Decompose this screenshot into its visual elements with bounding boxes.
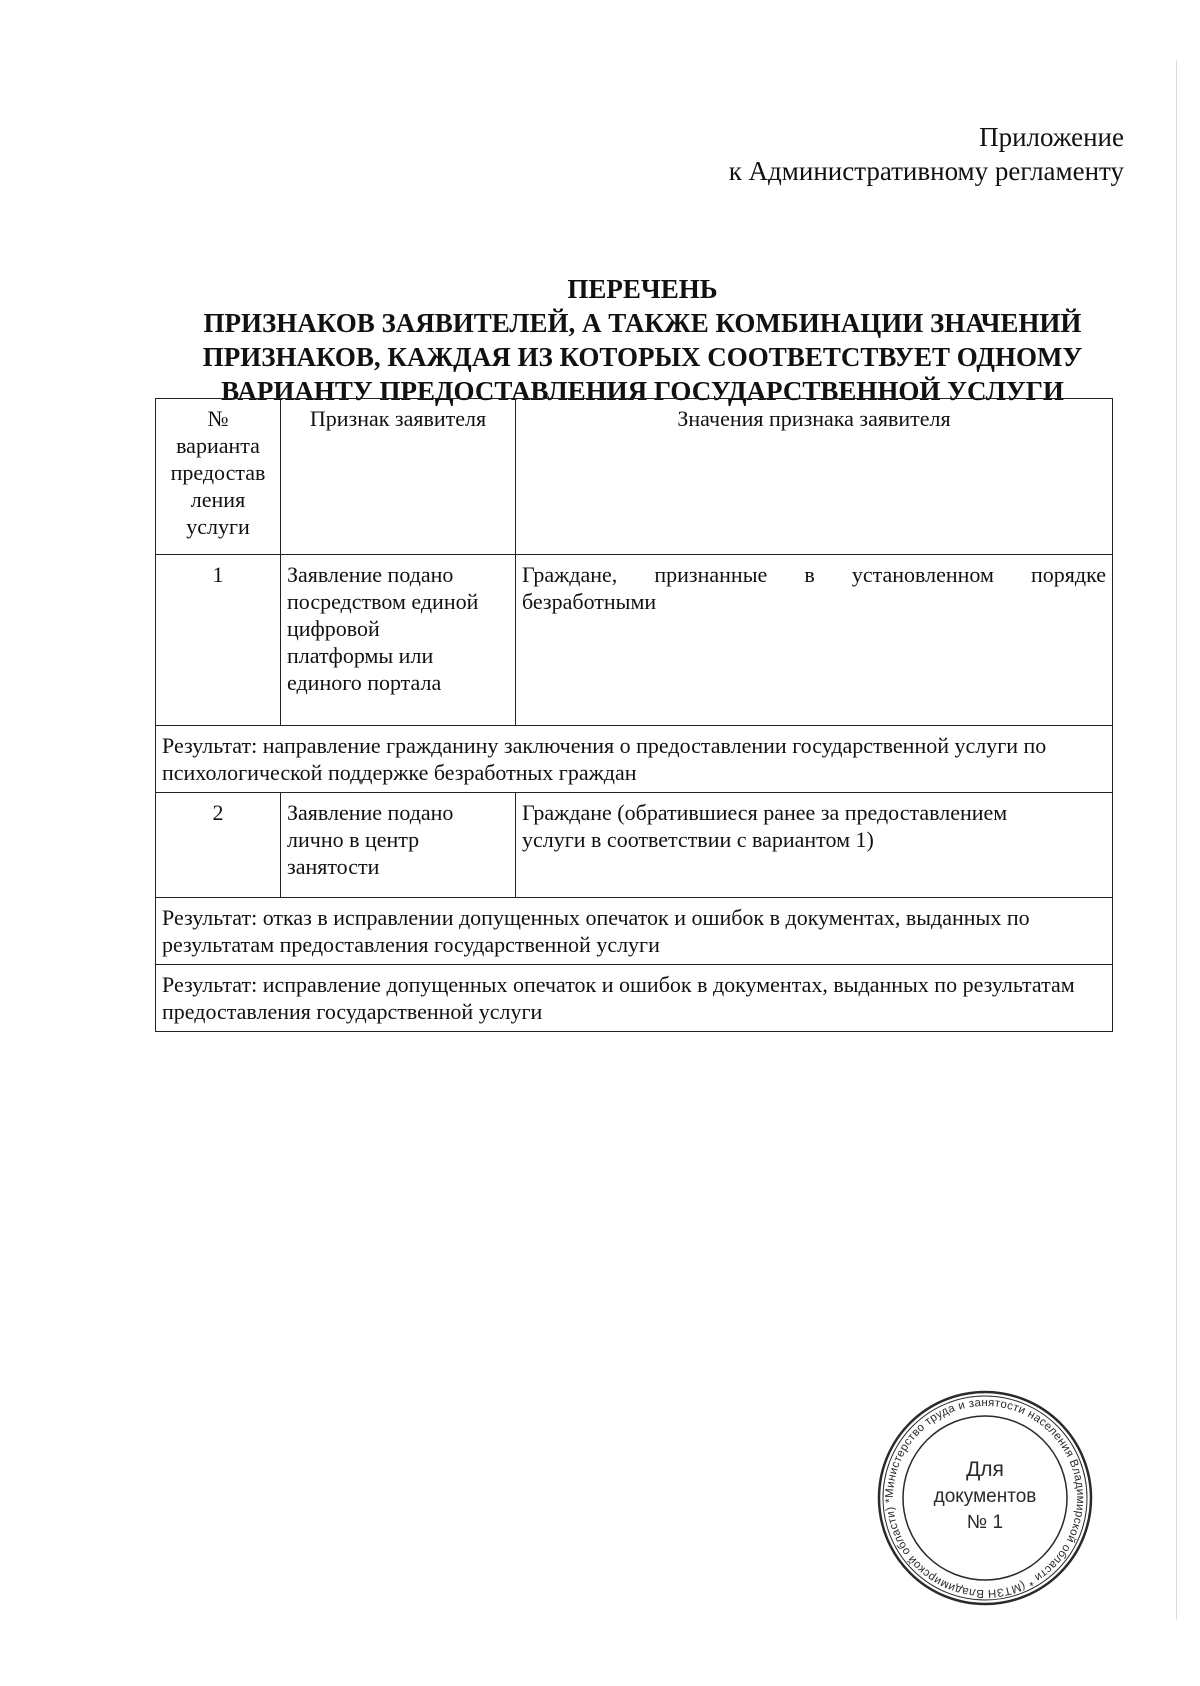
appendix-line-1: Приложение <box>979 122 1124 152</box>
value-line: Граждане (обратившиеся ранее за предоставлением <box>522 800 1008 825</box>
appendix-line-2: к Административному регламенту <box>728 156 1124 186</box>
header-num-line: услуги <box>186 514 250 539</box>
stamp-center-line-2: документов <box>933 1486 1037 1507</box>
trait-line: платформы или <box>287 643 434 668</box>
title-line-1: ПЕРЕЧЕНЬ <box>567 274 718 304</box>
title-line-2: ПРИЗНАКОВ ЗАЯВИТЕЛЕЙ, А ТАКЖЕ КОМБИНАЦИИ ЗНАЧЕНИЙ <box>203 308 1082 338</box>
table-header-row <box>156 399 1113 555</box>
appendix-note <box>729 120 1124 188</box>
value-line: услуги в соответствии с вариантом 1) <box>522 827 874 852</box>
result-row <box>156 726 1113 793</box>
header-num-line: № <box>207 406 229 431</box>
stamp-center-line-3: № 1 <box>966 1512 1004 1533</box>
stamp-ring-text: Министерство труда и занятости населения Владимирской области * (МТЗН Владимирской области) * <box>883 1396 1087 1600</box>
value-line: безработными <box>522 589 657 614</box>
trait-line: Заявление подано <box>287 800 454 825</box>
trait-line: единого портала <box>287 670 442 695</box>
trait-value <box>516 793 1113 898</box>
value-line: Граждане, признанные в установленном порядке <box>522 562 1106 587</box>
result-row <box>156 898 1113 965</box>
result-text: Результат: отказ в исправлении допущенных опечаток и ошибок в документах, выданных по результатам предоставления государственной услуги <box>156 898 1113 965</box>
header-applicant-trait: Признак заявителя <box>281 399 516 555</box>
scan-edge-line <box>1176 60 1177 1620</box>
applicant-trait <box>281 555 516 726</box>
stamp-center-line-1: Для <box>966 1458 1004 1481</box>
result-row <box>156 965 1113 1032</box>
result-text: Результат: исправление допущенных опечаток и ошибок в документах, выданных по результатам предоставления государственной услуги <box>156 965 1113 1032</box>
variant-number: 2 <box>156 793 281 898</box>
trait-line: цифровой <box>287 616 380 641</box>
variant-number: 1 <box>156 555 281 726</box>
header-trait-values: Значения признака заявителя <box>516 399 1113 555</box>
trait-line: Заявление подано <box>287 562 454 587</box>
header-num-line: варианта <box>176 433 260 458</box>
trait-value <box>516 555 1113 726</box>
header-num-line: ления <box>190 487 246 512</box>
official-stamp <box>875 1388 1095 1608</box>
header-num-line: предостав <box>170 460 266 485</box>
result-text: Результат: направление гражданину заключения о предоставлении государственной услуги по психологической поддержке безработных граждан <box>156 726 1113 793</box>
title-line-4: ВАРИАНТУ ПРЕДОСТАВЛЕНИЯ ГОСУДАРСТВЕННОЙ УСЛУГИ <box>221 376 1064 406</box>
trait-line: занятости <box>287 854 380 879</box>
applicant-trait <box>281 793 516 898</box>
trait-line: лично в центр <box>287 827 420 852</box>
traits-table <box>155 398 1113 1032</box>
trait-line: посредством единой <box>287 589 479 614</box>
document-title <box>155 272 1130 408</box>
table-row <box>156 555 1113 726</box>
table-row <box>156 793 1113 898</box>
title-line-3: ПРИЗНАКОВ, КАЖДАЯ ИЗ КОТОРЫХ СООТВЕТСТВУЕТ ОДНОМУ <box>202 342 1083 372</box>
header-variant-number <box>156 399 281 555</box>
